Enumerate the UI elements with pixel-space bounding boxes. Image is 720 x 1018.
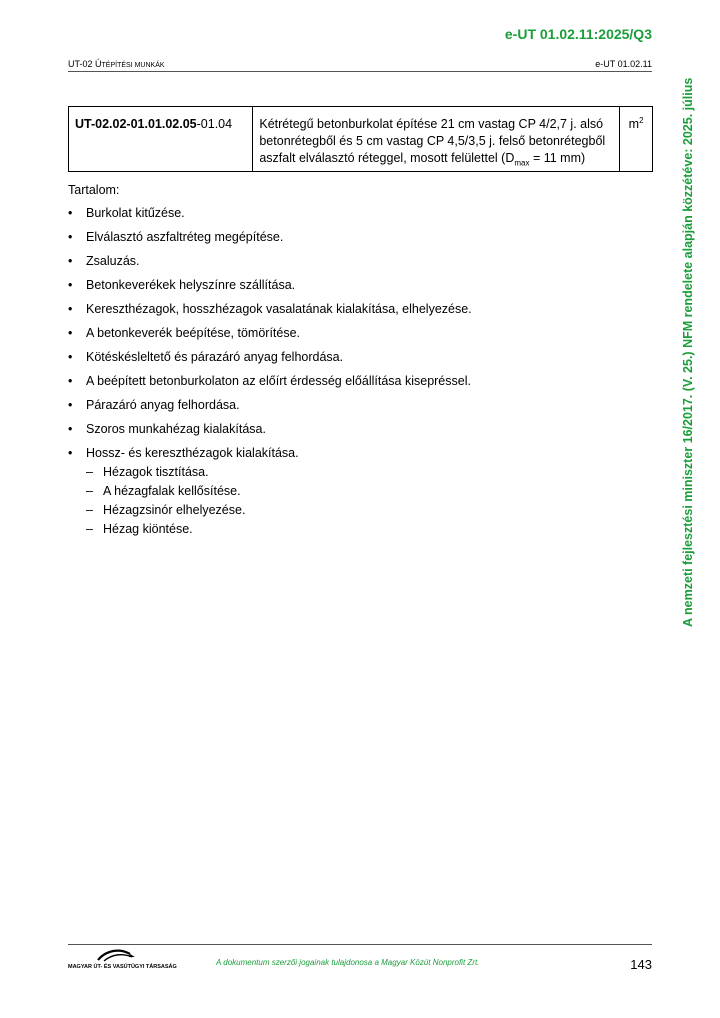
logo-swoosh-icon — [68, 948, 160, 964]
list-item-text: Kereszthézagok, hosszhézagok vasalatának kialakítása, elhelyezése. — [86, 302, 472, 316]
bullet-icon: • — [68, 302, 73, 316]
list-item — [68, 301, 653, 317]
sub-list-item — [86, 463, 653, 482]
sub-list-item — [86, 501, 653, 520]
list-item — [68, 205, 653, 221]
list-item — [68, 277, 653, 293]
bullet-icon: • — [68, 422, 73, 436]
bullet-icon: • — [68, 446, 73, 460]
bullet-icon: • — [68, 374, 73, 388]
footer-divider — [68, 944, 652, 945]
item-description-end: = 11 mm) — [529, 151, 586, 165]
header-section-smallcaps: TÉPÍTÉSI MUNKÁK — [101, 62, 165, 69]
bullet-icon: • — [68, 206, 73, 220]
item-code — [69, 107, 253, 172]
list-item-text: Párazáró anyag felhordása. — [86, 398, 240, 412]
dash-icon: – — [86, 503, 93, 517]
list-item-text: Kötéskésleltető és párazáró anyag felhordása. — [86, 350, 344, 364]
list-item — [68, 421, 653, 437]
dash-icon: – — [86, 522, 93, 536]
list-item — [68, 373, 653, 389]
list-item — [68, 325, 653, 341]
bullet-icon: • — [68, 350, 73, 364]
item-description-subscript: max — [514, 158, 530, 168]
list-item — [68, 349, 653, 365]
sub-list-item — [86, 482, 653, 501]
bullet-icon: • — [68, 254, 73, 268]
bullet-icon: • — [68, 326, 73, 340]
copyright-notice: A dokumentum szerzői jogainak tulajdonosa a Magyar Közút Nonprofit Zrt. — [216, 958, 480, 967]
header-doc-ref: e-UT 01.02.11 — [595, 59, 652, 69]
side-publication-note: A nemzeti fejlesztési miniszter 16/2017. (V. 25.) NFM rendelete alapján közzétéve: 2025. július — [681, 77, 695, 627]
document-code: e-UT 01.02.11:2025/Q3 — [504, 26, 652, 42]
content-list — [68, 205, 653, 539]
sub-list — [86, 463, 653, 539]
sub-list-item — [86, 520, 653, 539]
item-code-bold: UT-02.02-01.01.02.05 — [75, 117, 197, 131]
list-item-text: A beépített betonburkolaton az előírt érdesség előállítása kisepréssel. — [86, 374, 471, 388]
content-title: Tartalom: — [68, 183, 120, 197]
list-item — [68, 397, 653, 413]
bullet-icon: • — [68, 398, 73, 412]
sub-list-item-text: A hézagfalak kellősítése. — [103, 484, 241, 498]
list-item — [68, 445, 653, 539]
bullet-icon: • — [68, 230, 73, 244]
running-header — [68, 59, 652, 72]
item-code-suffix: -01.04 — [196, 117, 233, 131]
item-unit-exponent: 2 — [639, 115, 644, 125]
dash-icon: – — [86, 484, 93, 498]
bullet-icon: • — [68, 278, 73, 292]
dash-icon: – — [86, 465, 93, 479]
sub-list-item-text: Hézagok tisztítása. — [103, 465, 209, 479]
header-section-title — [68, 59, 165, 69]
society-logo — [68, 948, 177, 970]
content-section — [68, 183, 653, 547]
item-table — [68, 106, 653, 172]
item-row — [69, 107, 653, 172]
list-item-text: A betonkeverék beépítése, tömörítése. — [86, 326, 301, 340]
list-item-text: Hossz- és kereszthézagok kialakítása. — [86, 446, 299, 460]
list-item-text: Betonkeverékek helyszínre szállítása. — [86, 278, 296, 292]
list-item-text: Szoros munkahézag kialakítása. — [86, 422, 266, 436]
page-number: 143 — [630, 957, 652, 972]
list-item-text: Burkolat kitűzése. — [86, 206, 185, 220]
sub-list-item-text: Hézagzsinór elhelyezése. — [103, 503, 246, 517]
header-section-prefix: UT-02 Ú — [68, 59, 102, 69]
item-unit-base: m — [628, 117, 640, 131]
sub-list-item-text: Hézag kiöntése. — [103, 522, 193, 536]
list-item — [68, 229, 653, 245]
logo-text: MAGYAR ÚT- ÉS VASÚTÜGYI TÁRSASÁG — [68, 964, 177, 970]
list-item-text: Elválasztó aszfaltréteg megépítése. — [86, 230, 284, 244]
item-description — [253, 107, 620, 172]
list-item-text: Zsaluzás. — [86, 254, 140, 268]
item-description-main: Kétrétegű betonburkolat építése 21 cm vastag CP 4/2,7 j. alsó betonrétegből és 5 cm vastag CP 4,5/3,5 j. felső betonrétegből aszfalt elválasztó réteggel, mosott felülettel (D — [259, 117, 606, 165]
item-unit — [620, 107, 653, 172]
list-item — [68, 253, 653, 269]
